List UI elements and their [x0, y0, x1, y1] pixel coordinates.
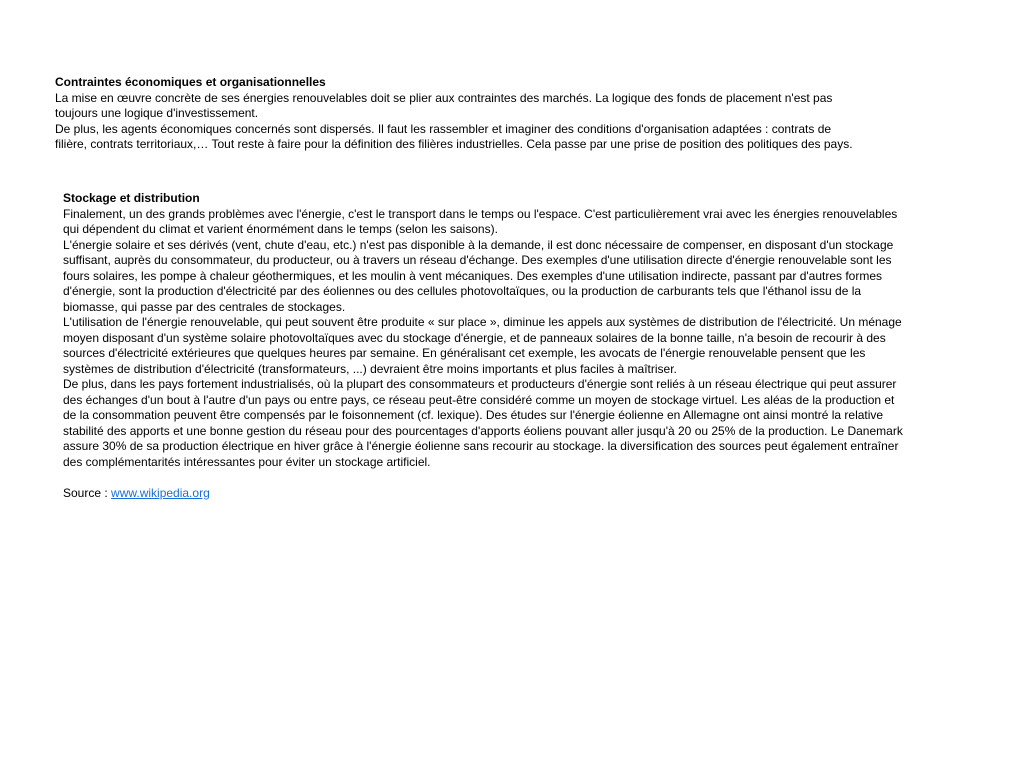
- paragraph-line: De plus, dans les pays fortement industrialisés, où la plupart des consommateurs et producteurs d'énergie sont reliés à un réseau électrique qui peut assurer: [63, 377, 897, 391]
- section-heading: Stockage et distribution: [63, 191, 200, 205]
- section-contraintes: [55, 75, 955, 153]
- section-heading: Contraintes économiques et organisationnelles: [55, 75, 326, 89]
- source-label: Source :: [63, 485, 112, 500]
- paragraph-line: sources d'électricité extérieures que quelques heures par semaine. En généralisant cet exemple, les avocats de l'énergie renouvelable pensent que les: [63, 346, 866, 360]
- paragraph-line: filière, contrats territoriaux,… Tout reste à faire pour la définition des filières industrielles. Cela passe par une prise de position des politiques des pays.: [55, 137, 853, 151]
- source-link[interactable]: www.wikipedia.org: [111, 485, 210, 500]
- source-line: [63, 486, 963, 502]
- paragraph-line: toujours une logique d'investissement.: [55, 106, 259, 120]
- paragraph-line: moyen disposant d'un système solaire photovoltaïques avec du stockage d'énergie, et de panneaux solaires de la bonne taille, n'a besoin de recourir à des: [63, 330, 886, 345]
- paragraph-line: assure 30% de sa production électrique en hiver grâce à l'énergie éolienne sans recourir au stockage. la diversification des sources peut également entraîner: [63, 439, 899, 453]
- paragraph-line: La mise en œuvre concrète de ses énergies renouvelables doit se plier aux contraintes des marchés. La logique des fonds de placement n'est pas: [55, 90, 833, 105]
- paragraph-line: des échanges d'un bout à l'autre d'un pays ou entre pays, ce réseau peut-être considéré comme un moyen de stockage virtuel. Les aléas de la production et: [63, 392, 895, 407]
- paragraph-line: biomasse, qui passe par des centrales de stockages.: [63, 299, 346, 314]
- paragraph-line: systèmes de distribution d'électricité (transformateurs, ...) devraient être moins importants et plus faciles à maîtriser.: [63, 361, 677, 376]
- paragraph-line: stabilité des apports et une bonne gestion du réseau pour des pourcentages d'apports éoliens pouvant aller jusqu'à 20 ou 25% de la production. Le Danemark: [63, 423, 903, 438]
- blank-line: [63, 470, 963, 486]
- paragraph-line: De plus, les agents économiques concernés sont dispersés. Il faut les rassembler et imaginer des conditions d'organisation adaptées : contrats de: [55, 121, 832, 136]
- paragraph-line: suffisant, auprès du consommateur, du producteur, ou à travers un réseau d'échange. Des exemples d'une utilisation directe d'énergie renouvelable sont les: [63, 253, 892, 267]
- paragraph-line: fours solaires, les pompe à chaleur géothermiques, et les moulin à vent mécaniques. Des exemples d'une utilisation indirecte, passant par d'autres formes: [63, 268, 883, 283]
- section-stockage: [63, 191, 963, 501]
- paragraph-line: des complémentarités intéressantes pour éviter un stockage artificiel.: [63, 454, 431, 469]
- paragraph-line: L'énergie solaire et ses dérivés (vent, chute d'eau, etc.) n'est pas disponible à la demande, il est donc nécessaire de compenser, en disposant d'un stockage: [63, 237, 894, 252]
- paragraph-line: de la consommation peuvent être compensés par le foisonnement (cf. lexique). Des études sur l'énergie éolienne en Allemagne ont ainsi montré la relative: [63, 408, 884, 422]
- paragraph-line: Finalement, un des grands problèmes avec l'énergie, c'est le transport dans le temps ou l'espace. C'est particulièrement vrai avec les énergies renouvelables: [63, 206, 898, 221]
- paragraph-line: qui dépendent du climat et varient énormément dans le temps (selon les saisons).: [63, 222, 498, 236]
- paragraph-line: L'utilisation de l'énergie renouvelable, qui peut souvent être produite « sur place », diminue les appels aux systèmes de distribution de l'électricité. Un ménage: [63, 315, 902, 329]
- paragraph-line: d'énergie, sont la production d'électricité par des éoliennes ou des cellules photovoltaïques, ou la production de carburants tels que l'éthanol issu de la: [63, 284, 862, 298]
